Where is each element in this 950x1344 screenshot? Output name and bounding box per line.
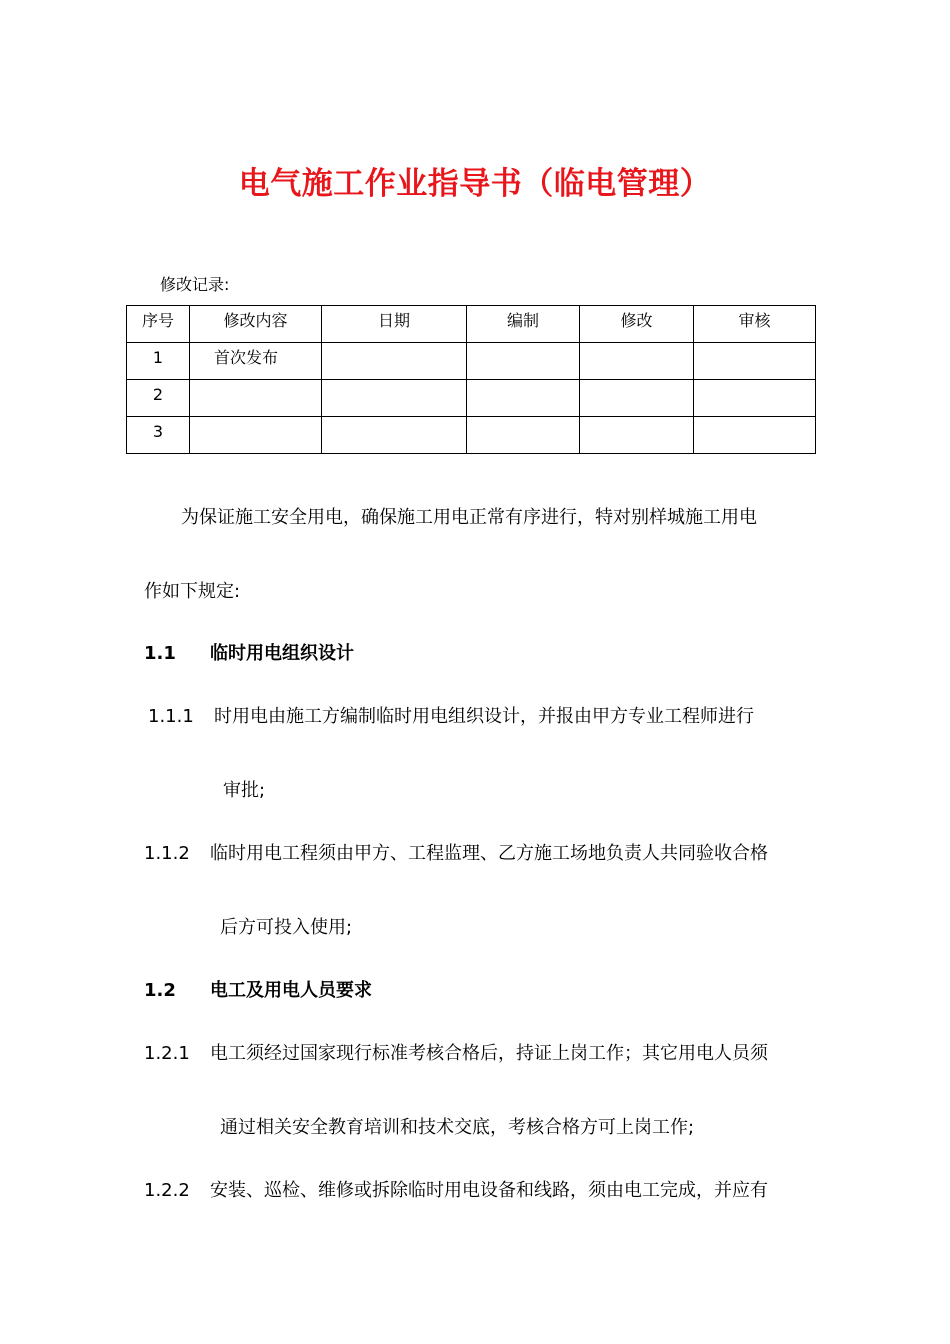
clause-1-1-2-line1 (144, 842, 768, 866)
header-cell: 编制 (467, 306, 580, 343)
revision-table (126, 305, 816, 454)
section-title: 电工及用电人员要求 (210, 980, 372, 1001)
table-cell (694, 380, 816, 417)
clause-text: 电工须经过国家现行标准考核合格后，持证上岗工作；其它用电人员须 (210, 1043, 768, 1064)
table-cell (190, 380, 322, 417)
clause-number: 1.1.1 (148, 706, 194, 727)
clause-number: 1.2.2 (144, 1180, 190, 1201)
header-cell: 修改 (580, 306, 694, 343)
table-cell (322, 343, 467, 380)
table-cell (580, 380, 694, 417)
clause-1-1-1-line1 (148, 705, 754, 729)
clause-1-2-1-line2: 通过相关安全教育培训和技术交底，考核合格方可上岗工作; (220, 1117, 695, 1138)
table-cell: 2 (127, 380, 190, 417)
clause-number: 1.1.2 (144, 843, 190, 864)
table-cell (467, 380, 580, 417)
table-cell (694, 343, 816, 380)
table-cell (467, 417, 580, 454)
document-title: 电气施工作业指导书（临电管理） (238, 166, 712, 202)
table-cell: 1 (127, 343, 190, 380)
clause-1-2-1-line1 (144, 1042, 768, 1066)
intro-paragraph-line1: 为保证施工安全用电，确保施工用电正常有序进行，特对别样城施工用电 (181, 507, 757, 528)
clause-1-1-1-line2: 审批; (223, 780, 266, 801)
clause-number: 1.2.1 (144, 1043, 190, 1064)
section-heading-1-2 (144, 979, 372, 1003)
section-title: 临时用电组织设计 (210, 643, 354, 664)
section-heading-1-1 (144, 642, 354, 666)
clause-1-2-2-line1 (144, 1179, 768, 1203)
table-cell (467, 343, 580, 380)
table-cell: 3 (127, 417, 190, 454)
section-number: 1.1 (144, 643, 176, 664)
header-cell: 修改内容 (190, 306, 322, 343)
clause-text: 时用电由施工方编制临时用电组织设计，并报由甲方专业工程师进行 (214, 706, 754, 727)
header-cell: 审核 (694, 306, 816, 343)
table-row (127, 417, 816, 454)
table-row (127, 343, 816, 380)
clause-text: 安装、巡检、维修或拆除临时用电设备和线路，须由电工完成，并应有 (210, 1180, 768, 1201)
section-number: 1.2 (144, 980, 176, 1001)
clause-text: 临时用电工程须由甲方、工程监理、乙方施工场地负责人共同验收合格 (210, 843, 768, 864)
header-cell: 日期 (322, 306, 467, 343)
revision-record-label: 修改记录: (160, 275, 230, 294)
table-header-row (127, 306, 816, 343)
table-cell (190, 417, 322, 454)
table-cell (322, 417, 467, 454)
clause-1-1-2-line2: 后方可投入使用; (220, 917, 353, 938)
table-cell (322, 380, 467, 417)
table-cell (580, 417, 694, 454)
intro-paragraph-line2: 作如下规定: (144, 581, 241, 602)
table-row (127, 380, 816, 417)
table-cell: 首次发布 (190, 343, 322, 380)
table-cell (580, 343, 694, 380)
table-cell (694, 417, 816, 454)
header-cell: 序号 (127, 306, 190, 343)
